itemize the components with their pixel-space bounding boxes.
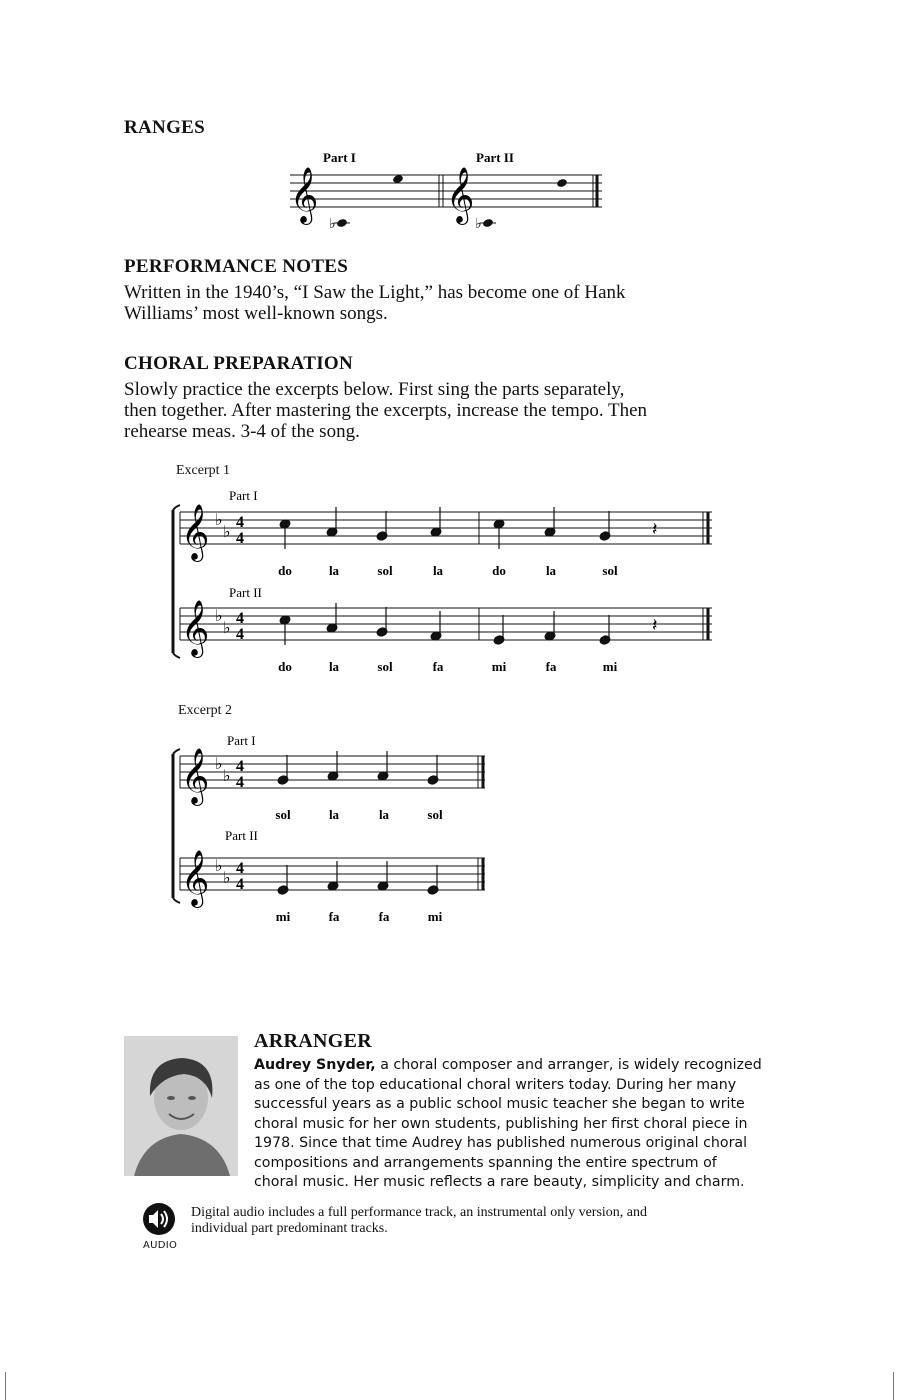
svg-text:4: 4 (236, 610, 244, 627)
syllable: sol (602, 563, 618, 578)
syllable: fa (432, 659, 444, 674)
treble-clef-icon: 𝄞 (181, 602, 210, 655)
syllable: sol (427, 807, 443, 822)
svg-text:4: 4 (236, 514, 244, 531)
svg-text:♭: ♭ (215, 608, 223, 625)
choral-preparation-text (124, 379, 844, 442)
syllable: la (432, 563, 444, 578)
part1-label: Part I (227, 733, 256, 748)
syllable: mi (602, 659, 618, 674)
excerpt2-score (165, 730, 505, 925)
syllable: fa (545, 659, 557, 674)
quarter-rest-icon: 𝄽 (652, 519, 658, 539)
choral-preparation-heading: CHORAL PREPARATION (124, 353, 354, 374)
syllable: mi (275, 909, 291, 924)
excerpt1-score (165, 485, 725, 680)
syllable: sol (377, 659, 393, 674)
part1-label: Part I (229, 488, 258, 503)
syllable: la (328, 807, 340, 822)
svg-text:♭: ♭ (223, 620, 231, 637)
syllable: mi (491, 659, 507, 674)
svg-text:4: 4 (236, 876, 244, 893)
ranges-heading: RANGES (124, 117, 205, 138)
text-line: choral music for her own students, publishing her first choral piece in (254, 1115, 748, 1132)
text-line: as one of the top educational choral writers today. During her many (254, 1076, 737, 1093)
syllable: do (492, 563, 506, 578)
range-note-low (336, 218, 348, 228)
text-line: Williams’ most well-known songs. (124, 303, 388, 324)
text-line: then together. After mastering the excerpts, increase the tempo. Then (124, 400, 648, 421)
svg-text:♭: ♭ (223, 768, 231, 785)
text-line: individual part predominant tracks. (191, 1221, 388, 1236)
syllable: sol (275, 807, 291, 822)
text-line: rehearse meas. 3-4 of the song. (124, 421, 360, 442)
portrait-image (124, 1036, 238, 1176)
arranger-photo (124, 1036, 238, 1176)
syllable: la (545, 563, 557, 578)
crop-mark (5, 1372, 6, 1400)
svg-text:4: 4 (236, 626, 244, 643)
text-line: successful years as a public school music teacher she began to write (254, 1096, 745, 1112)
audio-description (191, 1205, 774, 1237)
svg-text:4: 4 (236, 860, 244, 877)
arranger-name: Audrey Snyder, (254, 1057, 376, 1073)
quarter-rest-icon: 𝄽 (652, 615, 658, 635)
text-line: Slowly practice the excerpts below. First sing the parts separately, (124, 379, 625, 400)
svg-text:♭: ♭ (223, 524, 231, 541)
crop-mark (893, 1372, 894, 1400)
syllable: la (328, 659, 340, 674)
part2-label: Part II (229, 585, 262, 600)
syllable: la (378, 807, 390, 822)
performance-notes-text (124, 282, 824, 324)
syllable: fa (378, 909, 390, 924)
treble-clef-icon: 𝄞 (290, 169, 319, 222)
range-note-high (556, 178, 568, 188)
text-line: choral music. Her music reflects a rare beauty, simplicity and charm. (254, 1174, 745, 1190)
svg-text:♭: ♭ (223, 870, 231, 887)
syllable: la (328, 563, 340, 578)
audio-badge[interactable] (140, 1200, 182, 1256)
ranges-part2-label: Part II (476, 150, 514, 165)
range-note-low (482, 218, 494, 228)
part2-label: Part II (225, 828, 258, 843)
ranges-part1-label: Part I (323, 150, 356, 165)
svg-text:♭: ♭ (475, 217, 482, 232)
syllable: sol (377, 563, 393, 578)
treble-clef-icon: 𝄞 (181, 852, 210, 905)
arranger-heading: ARRANGER (254, 1030, 372, 1052)
text-line: compositions and arrangements spanning the entire spectrum of (254, 1154, 717, 1171)
text-line: Digital audio includes a full performance track, an instrumental only version, and (191, 1205, 648, 1220)
svg-text:♭: ♭ (215, 756, 223, 773)
syllable: fa (328, 909, 340, 924)
svg-text:♭: ♭ (329, 217, 336, 232)
audio-label: AUDIO (143, 1240, 178, 1251)
text-line: Written in the 1940’s, “I Saw the Light,” has become one of Hank (124, 282, 626, 303)
svg-text:♭: ♭ (215, 512, 223, 529)
svg-text:♭: ♭ (215, 858, 223, 875)
excerpt1-title: Excerpt 1 (176, 463, 231, 478)
syllable: mi (427, 909, 443, 924)
treble-clef-icon: 𝄞 (181, 750, 210, 803)
ranges-staff (280, 145, 610, 235)
text-line: Audrey Snyder, a choral composer and arranger, is widely recognized (254, 1057, 762, 1073)
treble-clef-icon: 𝄞 (181, 506, 210, 559)
audio-speaker-icon (140, 1200, 182, 1238)
syllable: do (278, 563, 292, 578)
performance-notes-heading: PERFORMANCE NOTES (124, 256, 349, 277)
text-line: 1978. Since that time Audrey has published numerous original choral (254, 1135, 748, 1151)
excerpt2-title: Excerpt 2 (178, 703, 233, 718)
svg-text:4: 4 (236, 530, 244, 547)
syllable: do (278, 659, 292, 674)
arranger-bio (254, 1056, 774, 1193)
treble-clef-icon: 𝄞 (446, 169, 475, 222)
svg-text:4: 4 (236, 758, 244, 775)
svg-text:4: 4 (236, 774, 244, 791)
